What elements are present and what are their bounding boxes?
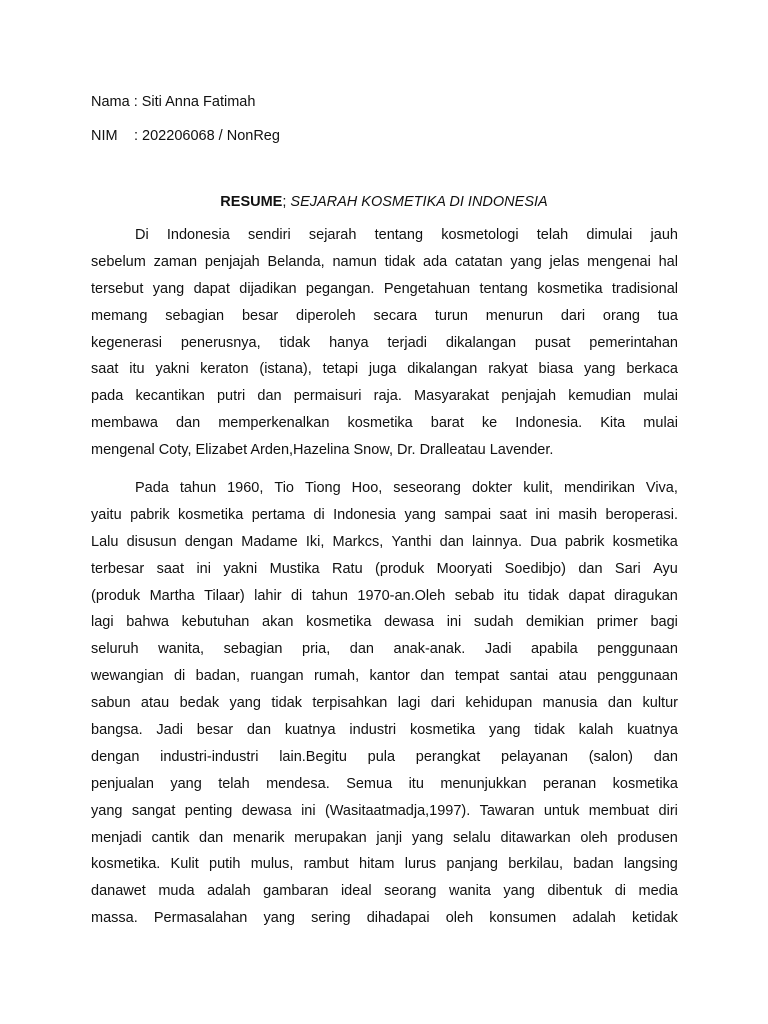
title-resume: RESUME bbox=[220, 194, 283, 210]
nim-value: : 202206068 / NonReg bbox=[134, 128, 280, 144]
paragraph-line: lagi bahwa kebutuhan akan kosmetika dewasa ini sudah demikian primer bagi bbox=[91, 614, 678, 631]
paragraph-line: sabun atau bedak yang tidak terpisahkan lagi dari kehidupan manusia dan kultur bbox=[91, 695, 678, 712]
paragraph-line: (produk Martha Tilaar) lahir di tahun 1970-an.Oleh sebab itu tidak dapat diragukan bbox=[91, 587, 678, 604]
paragraph-line: seluruh wanita, sebagian pria, dan anak-anak. Jadi apabila penggunaan bbox=[91, 641, 678, 658]
paragraph-line: sebelum zaman penjajah Belanda, namun tidak ada catatan yang jelas mengenai hal bbox=[91, 253, 678, 270]
document-title bbox=[0, 193, 768, 211]
paragraph-line: bangsa. Jadi besar dan kuatnya industri kosmetika yang tidak kalah kuatnya bbox=[91, 722, 678, 739]
paragraph-line: pada kecantikan putri dan permaisuri raja. Masyarakat penjajah kemudian mulai bbox=[91, 388, 678, 405]
paragraph-line: membawa dan memperkenalkan kosmetika barat ke Indonesia. Kita mulai bbox=[91, 415, 678, 432]
paragraph-line: kegenerasi penerusnya, tidak hanya terjadi dikalangan pusat pemerintahan bbox=[91, 334, 678, 351]
paragraph-line: massa. Permasalahan yang sering dihadapai oleh konsumen adalah ketidak bbox=[91, 910, 678, 927]
paragraph-line: dengan industri-industri lain.Begitu pula perangkat pelayanan (salon) dan bbox=[91, 748, 678, 765]
student-id bbox=[91, 127, 280, 145]
paragraph-line: terbesar saat ini yakni Mustika Ratu (produk Mooryati Soedibjo) dan Sari Ayu bbox=[91, 560, 678, 577]
paragraph-line: mengenal Coty, Elizabet Arden,Hazelina Snow, Dr. Dralleatau Lavender. bbox=[91, 442, 554, 459]
student-name: Nama : Siti Anna Fatimah bbox=[91, 94, 256, 110]
paragraph-line: memang sebagian besar diperoleh secara turun menurun dari orang tua bbox=[91, 307, 678, 324]
paragraph-line: tersebut yang dapat dijadikan pegangan. Pengetahuan tentang kosmetika tradisional bbox=[91, 280, 678, 297]
title-subject: SEJARAH KOSMETIKA DI INDONESIA bbox=[286, 194, 548, 210]
paragraph-line: wewangian di badan, ruangan rumah, kantor dan tempat santai atau penggunaan bbox=[91, 668, 678, 685]
nim-label: NIM bbox=[91, 128, 118, 144]
title-separator: ; bbox=[282, 194, 287, 210]
paragraph-line: kosmetika. Kulit putih mulus, rambut hitam lurus panjang berkilau, badan langsing bbox=[91, 856, 678, 873]
paragraph-line: penjualan yang telah mendesa. Semua itu menunjukkan peranan kosmetika bbox=[91, 775, 678, 792]
paragraph-line: danawet muda adalah gambaran ideal seorang wanita yang dibentuk di media bbox=[91, 883, 678, 900]
paragraph-line: yaitu pabrik kosmetika pertama di Indonesia yang sampai saat ini masih beroperasi. bbox=[91, 506, 678, 523]
paragraph-2 bbox=[91, 475, 678, 932]
paragraph-line: Pada tahun 1960, Tio Tiong Hoo, seseorang dokter kulit, mendirikan Viva, bbox=[135, 480, 678, 496]
paragraph-line: menjadi cantik dan menarik merupakan janji yang selalu ditawarkan oleh produsen bbox=[91, 829, 678, 846]
paragraph-line: saat itu yakni keraton (istana), tetapi juga dikalangan rakyat biasa yang berkaca bbox=[91, 361, 678, 378]
paragraph-1 bbox=[91, 222, 678, 464]
paragraph-line: Di Indonesia sendiri sejarah tentang kosmetologi telah dimulai jauh bbox=[135, 227, 678, 243]
paragraph-line: Lalu disusun dengan Madame Iki, Markcs, Yanthi dan lainnya. Dua pabrik kosmetika bbox=[91, 533, 678, 550]
paragraph-line: yang sangat penting dewasa ini (Wasitaatmadja,1997). Tawaran untuk membuat diri bbox=[91, 802, 678, 819]
